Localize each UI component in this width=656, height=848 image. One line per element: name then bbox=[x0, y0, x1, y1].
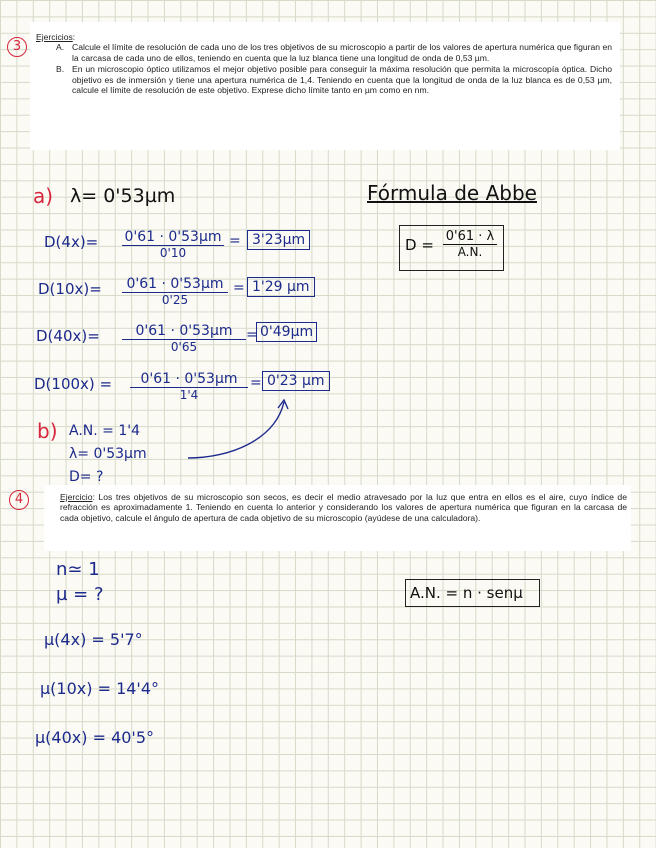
exercise-3-title: Ejercicios: bbox=[36, 32, 76, 42]
exercise-number-badge: 4 bbox=[9, 490, 29, 510]
part-a-label: a) bbox=[33, 184, 54, 208]
aperture-angle-result: µ(40x) = 40'5° bbox=[35, 728, 155, 747]
resolution-row-result: 3'23µm bbox=[247, 230, 310, 250]
unknown-angle: µ = ? bbox=[56, 584, 104, 605]
resolution-row-lhs: D(4x)= bbox=[44, 233, 99, 251]
lambda-value: λ= 0'53µm bbox=[70, 185, 176, 207]
part-b-line: A.N. = 1'4 bbox=[69, 423, 140, 439]
equals-sign: = bbox=[229, 233, 241, 249]
resolution-row-lhs: D(40x)= bbox=[36, 327, 100, 345]
resolution-row-result: 0'23 µm bbox=[262, 371, 330, 391]
exercise-3-item-b: B. En un microscopio óptico utilizamos el mejor objetivo posible para conseguir la máxima resolución que permita la microscopía óptica. Dicho objetivo es de inmersión y tiene una apertura numérica de 1,4. Teniendo en cuenta que la longitud de onda de la luz blanca es de 0,53 µm, calcule el límite de resolución de este objetivo. Exprese dicho límite tanto en µm como en nm. bbox=[56, 64, 612, 96]
exercise-4-card bbox=[44, 485, 631, 551]
numerical-aperture-formula-box: A.N. = n · senµ bbox=[405, 579, 540, 607]
formula-fraction: $\frac{0'61 \cdot \lambda}{A.N.}$ bbox=[443, 229, 497, 259]
resolution-row-fraction: 0'61 · 0'53µm 0'25 bbox=[122, 276, 228, 307]
exercise-3-item-a: A. Calcule el límite de resolución de cada uno de los tres objetivos de su microscopio a partir de los valores de apertura numérica que figuran en la carcasa de cada uno de ellos, teniendo en cuenta que la luz blanca tiene una longitud de onda de 0,53 µm. bbox=[56, 42, 612, 63]
exercise-number-badge: 3 bbox=[7, 37, 27, 57]
exercise-3-list bbox=[36, 42, 612, 95]
equals-sign: = bbox=[250, 375, 262, 391]
resolution-row-result: 0'49µm bbox=[256, 322, 317, 342]
aperture-angle-result: µ(10x) = 14'4° bbox=[40, 679, 160, 698]
refraction-index: n≃ 1 bbox=[56, 559, 100, 580]
resolution-row-fraction: 0'61 · 0'53µm 0'65 bbox=[122, 323, 246, 354]
part-b-label: b) bbox=[37, 419, 58, 443]
resolution-row-lhs: D(10x)= bbox=[38, 280, 102, 298]
formula-title: Fórmula de Abbe bbox=[367, 181, 537, 205]
exercise-3-card bbox=[30, 22, 620, 150]
resolution-row-lhs: D(100x) = bbox=[34, 375, 113, 393]
equals-sign: = bbox=[246, 327, 258, 343]
resolution-row-fraction: 0'61 · 0'53µm 1'4 bbox=[130, 371, 248, 402]
resolution-row-fraction: 0'61 · 0'53µm 0'10 bbox=[122, 229, 224, 260]
equals-sign: = bbox=[233, 280, 245, 296]
resolution-row-result: 1'29 µm bbox=[247, 277, 315, 297]
aperture-angle-result: µ(4x) = 5'7° bbox=[44, 630, 143, 649]
exercise-4-text: Ejercicio: Los tres objetivos de su microscopio son secos, es decir el medio atravesado por la luz que entra en ellos es el aire, cuyo índice de refracción es aproximadamente 1. Teniendo en cuenta lo anterior y considerando los valores de apertura numérica que figuran en la carcasa de cada objetivo, calcule el ángulo de apertura de cada objetivo de su microscopio (ayúdese de una calculadora). bbox=[60, 492, 627, 523]
abbe-formula-box bbox=[399, 225, 504, 271]
formula-lhs: D = bbox=[405, 236, 434, 254]
part-b-line: λ= 0'53µm bbox=[69, 446, 147, 462]
part-b-line: D= ? bbox=[69, 469, 104, 485]
